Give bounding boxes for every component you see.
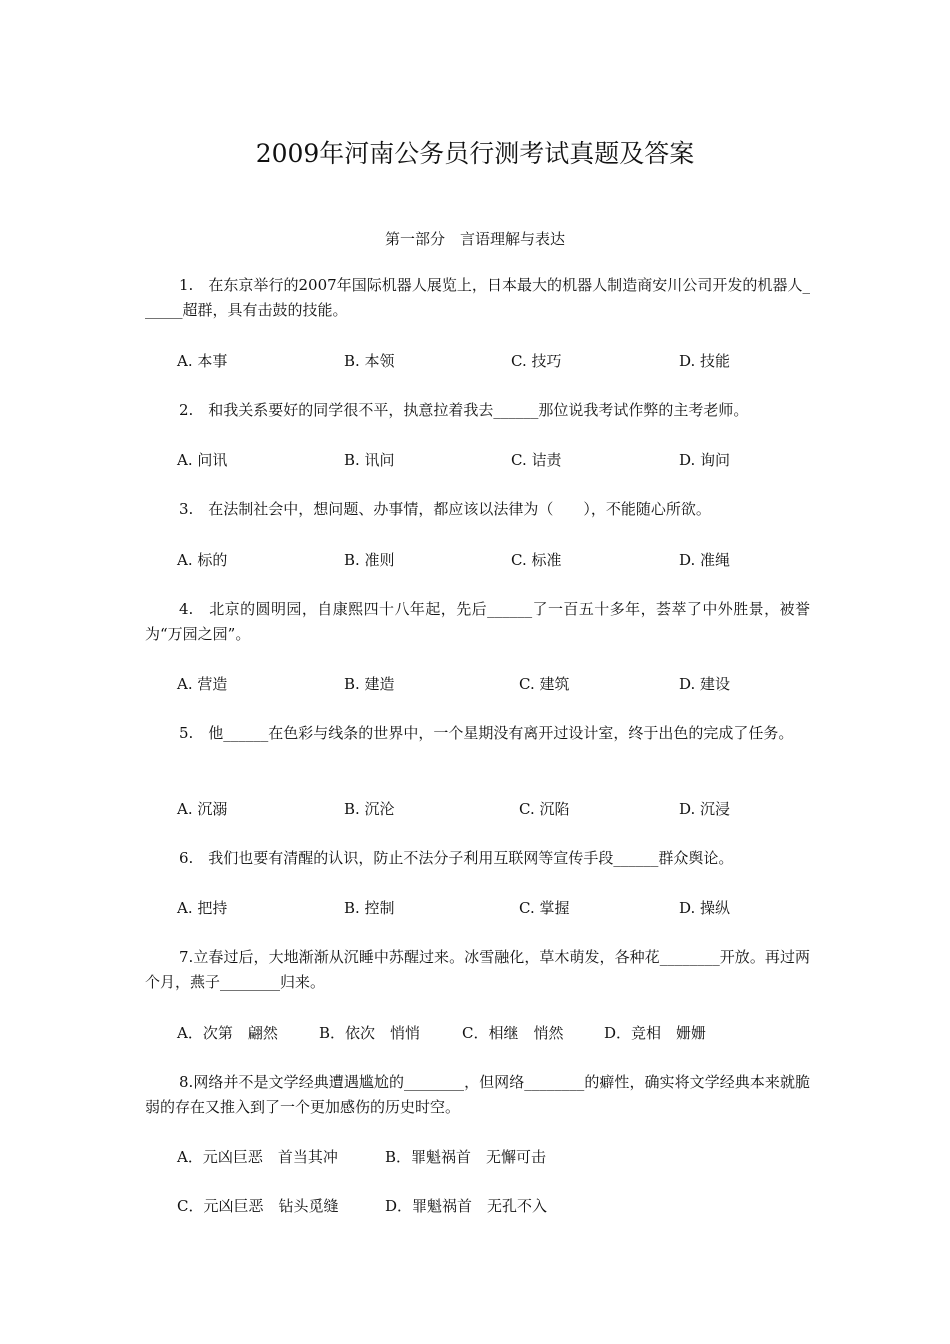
question-5: 5. 他______在色彩与线条的世界中，一个星期没有离开过设计室，终于出色的完成了任务。 [179,724,794,742]
option-b: B. 控制 [344,899,395,917]
option-d: D．罪魁祸首 无孔不入 [385,1197,548,1215]
question-8: 8.网络并不是文学经典遭遇尴尬的________，但网络________的癖性，确实将文学经典本来就脆弱的存在又推入到了一个更加感伤的历史时空。 [145,1073,810,1116]
option-c: C. 建筑 [519,675,570,693]
question-8-options-row-1 [177,1146,817,1171]
section-heading: 第一部分 言语理解与表达 [384,230,565,248]
document-title: 2009年河南公务员行测考试真题及答案 [255,139,695,168]
option-c: C．相继 悄然 [462,1024,564,1042]
question-7: 7.立春过后，大地渐渐从沉睡中苏醒过来。冰雪融化，草木萌发，各种花________开放。再过两个月，燕子________归来。 [145,948,810,991]
question-1: 1. 在东京举行的2007年国际机器人展览上，日本最大的机器人制造商安川公司开发的机器人______超群，具有击鼓的技能。 [145,276,810,319]
option-b: B. 建造 [344,675,395,693]
option-b: B. 讯问 [344,451,395,469]
option-d: D. 沉浸 [679,800,731,818]
option-a: A. 问讯 [177,451,228,469]
option-d: D．竞相 姗姗 [604,1024,707,1042]
option-d: D. 操纵 [679,899,731,917]
question-4: 4. 北京的圆明园，自康熙四十八年起，先后______了一百五十多年，荟萃了中外胜景，被誉为“万园之园”。 [145,600,810,643]
option-d: D. 询问 [679,451,731,469]
option-c: C. 技巧 [511,352,562,370]
option-a: A. 标的 [177,551,228,569]
option-b: B. 本领 [344,352,395,370]
question-4-options [177,673,817,698]
option-b: B．依次 悄悄 [319,1024,421,1042]
option-a: A. 把持 [177,899,228,917]
option-b: B．罪魁祸首 无懈可击 [385,1148,547,1166]
question-5-options [177,798,817,823]
question-6-options [177,897,817,922]
option-b: B. 准则 [344,551,395,569]
option-a: A. 沉溺 [177,800,228,818]
option-a: A．次第 翩然 [177,1024,278,1042]
option-c: C. 标准 [511,551,562,569]
option-c: C. 诘责 [511,451,562,469]
question-2-options [177,449,817,474]
option-a: A．元凶巨恶 首当其冲 [177,1148,338,1166]
option-d: D. 准绳 [679,551,731,569]
option-d: D. 技能 [679,352,731,370]
option-a: A. 营造 [177,675,228,693]
question-8-options-row-2 [177,1195,817,1220]
option-d: D. 建设 [679,675,731,693]
question-2: 2. 和我关系要好的同学很不平，执意拉着我去______那位说我考试作弊的主考老师。 [179,401,749,419]
question-3-options [177,549,817,574]
option-c: C. 掌握 [519,899,570,917]
option-b: B. 沉沦 [344,800,395,818]
question-7-options [177,1022,817,1047]
option-c: C．元凶巨恶 钻头觅缝 [177,1197,339,1215]
option-a: A. 本事 [177,352,228,370]
option-c: C. 沉陷 [519,800,570,818]
question-3: 3. 在法制社会中，想问题、办事情，都应该以法律为（ ），不能随心所欲。 [179,500,711,518]
question-1-options [177,350,817,375]
question-6: 6. 我们也要有清醒的认识，防止不法分子利用互联网等宣传手段______群众舆论。 [179,849,734,867]
